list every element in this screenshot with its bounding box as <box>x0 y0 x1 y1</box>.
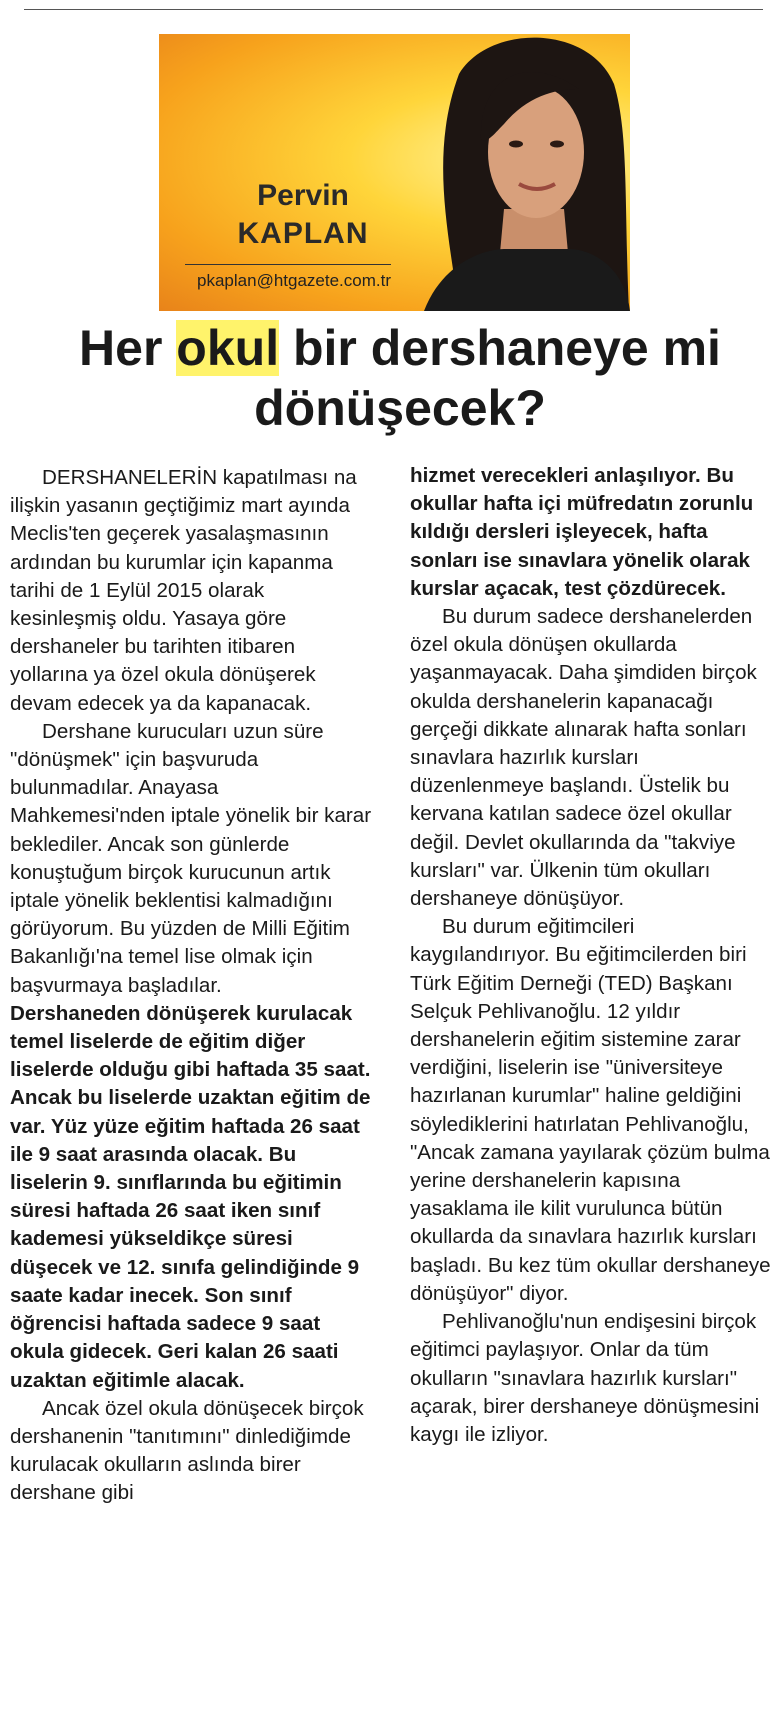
paragraph: Dershane kurucuları uzun süre "dönüşmek" için başvuruda bulunmadılar. Anayasa Mahkemesi'nden iptale yönelik bir karar beklediler. Ancak son günlerde konuştuğum birçok kurucunun artık iptale yönelik beklentisi kalmadığını görüyorum. Bu yüzden de Milli Eğitim Bakanlığı'na temel lise olmak için başvurmaya başladılar. <box>10 719 372 997</box>
headline <box>40 318 760 438</box>
left-column <box>10 464 372 1508</box>
author-first-name: Pervin <box>257 179 349 212</box>
author-rule <box>185 264 391 265</box>
headline-highlight: okul <box>176 320 280 376</box>
author-header <box>159 34 630 311</box>
paragraph: DERSHANELERİN kapatılması na ilişkin yasanın geçtiğimiz mart ayında Meclis'ten geçerek yasalaşmasının ardından bu kurumlar için kapanma tarihi de 1 Eylül 2015 olarak kesinleşmiş oldu. Yasaya göre dershaneler bu tarihten itibaren yollarına ya özel okula dönüşerek devam edecek ya da kapanacak. <box>10 466 357 715</box>
author-email: pkaplan@htgazete.com.tr <box>197 271 391 290</box>
right-column <box>410 462 772 1449</box>
author-last-name: KAPLAN <box>237 217 369 250</box>
paragraph: hizmet verecekleri anlaşılıyor. Bu okullar hafta içi müfredatın zorunlu kıldığı dersleri işleyecek, hafta sonları ise sınavlara yönelik olarak kurslar açacak, test çözdürecek. <box>410 464 754 600</box>
top-rule <box>24 9 763 10</box>
paragraph: Bu durum eğitimcileri kaygılandırıyor. Bu eğitimcilerden biri Türk Eğitim Derneği (TED) Başkanı Selçuk Pehlivanoğlu. 12 yıldır dershanelerin eğitim sistemine zarar verdiğini, liselerin ise "üniversiteye hazırlanan kurumlar" haline geldiğini söylediklerini hatırlatan Pehlivanoğlu, "Ancak zamana yayılarak çözüm bulma yerine dershanelerin kapısına yasaklama ile kilit vurulunca bütün okullarda da sınavlara hazırlık kursları başladı. Bu kez tüm okullar dershaneye dönüşüyor" diyor. <box>410 915 771 1305</box>
paragraph: Dershaneden dönüşerek kurulacak temel liselerde de eğitim diğer liselerde olduğu gibi haftada 35 saat. Ancak bu liselerde uzaktan eğitim de var. Yüz yüze eğitim haftada 26 saat ile 9 saat arasında olacak. Bu liselerin 9. sınıflarında bu eğitimin süresi haftada 26 saat iken sınıf kademesi yükseldikçe süresi düşecek ve 12. sınıfa gelindiğinde 9 saate kadar inecek. Son sınıf öğrencisi haftada sadece 9 saat okula gidecek. Geri kalan 26 saati uzaktan eğitimle alacak. <box>10 1001 371 1392</box>
headline-pre: Her <box>79 320 177 376</box>
paragraph: Ancak özel okula dönüşecek birçok dershanenin "tanıtımını" dinlediğimde kurulacak okulların aslında birer dershane gibi <box>10 1396 364 1505</box>
headline-post: bir dershaneye mi dönüşecek? <box>254 320 721 436</box>
author-photo <box>159 34 630 311</box>
paragraph: Bu durum sadece dershanelerden özel okula dönüşen okullarda yaşanmayacak. Daha şimdiden birçok okulda dershanelerin kapanacağı gerçeği dikkate alınarak hafta sonları sınavlara hazırlık kursları düzenlenmeye başlandı. Üstelik bu kervana katılan sadece özel okullar değil. Devlet okullarında da "takviye kursları" var. Ülkenin tüm okulları dershaneye dönüşüyor. <box>410 605 757 911</box>
paragraph: Pehlivanoğlu'nun endişesini birçok eğitimci paylaşıyor. Onlar da tüm okulların "sınavlara hazırlık kursları" açarak, birer dershaneye dönüşmesini kaygı ile izliyor. <box>410 1310 760 1446</box>
